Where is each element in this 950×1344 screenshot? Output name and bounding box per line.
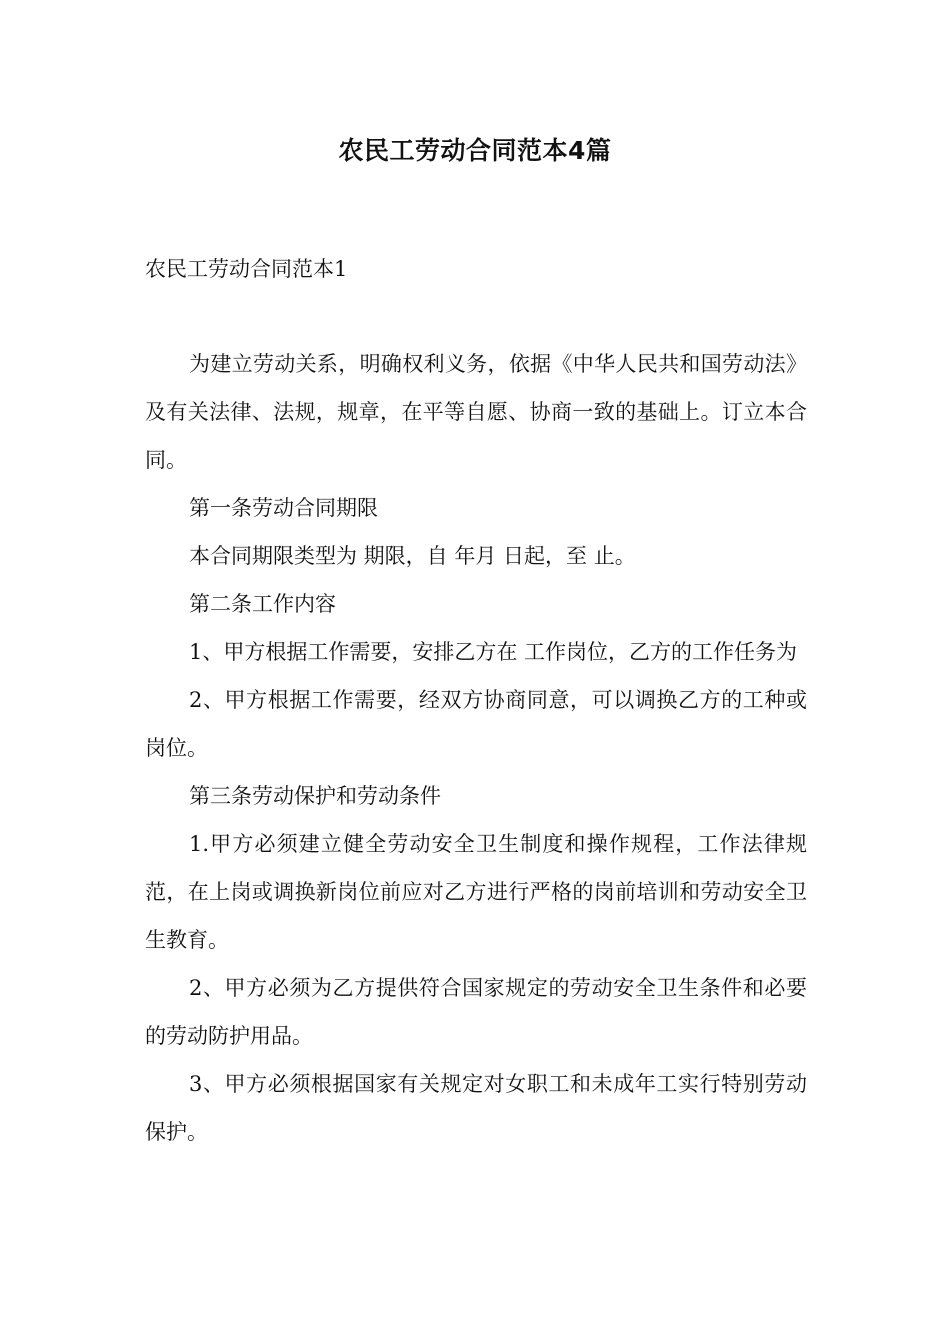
paragraph: 本合同期限类型为 期限，自 年月 日起，至 止。 bbox=[189, 544, 636, 568]
section-heading: 农民工劳动合同范本1 bbox=[145, 257, 348, 281]
paragraph: 1、甲方根据工作需要，安排乙方在 工作岗位，乙方的工作任务为 bbox=[189, 640, 798, 664]
document-body bbox=[145, 340, 807, 1156]
article-heading: 第一条劳动合同期限 bbox=[189, 496, 378, 520]
article-heading: 第三条劳动保护和劳动条件 bbox=[189, 784, 441, 808]
paragraph: 2、甲方根据工作需要，经双方协商同意，可以调换乙方的工种或岗位。 bbox=[145, 688, 807, 760]
paragraph: 3、甲方必须根据国家有关规定对女职工和未成年工实行特别劳动保护。 bbox=[145, 1072, 807, 1144]
paragraph: 1.甲方必须建立健全劳动安全卫生制度和操作规程，工作法律规范，在上岗或调换新岗位前应对乙方进行严格的岗前培训和劳动安全卫生教育。 bbox=[145, 832, 807, 952]
paragraph: 2、甲方必须为乙方提供符合国家规定的劳动安全卫生条件和必要的劳动防护用品。 bbox=[145, 976, 807, 1048]
paragraph: 为建立劳动关系，明确权利义务，依据《中华人民共和国劳动法》及有关法律、法规，规章，在平等自愿、协商一致的基础上。订立本合同。 bbox=[145, 352, 807, 472]
article-heading: 第二条工作内容 bbox=[189, 592, 336, 616]
document-title: 农民工劳动合同范本4篇 bbox=[338, 136, 612, 165]
